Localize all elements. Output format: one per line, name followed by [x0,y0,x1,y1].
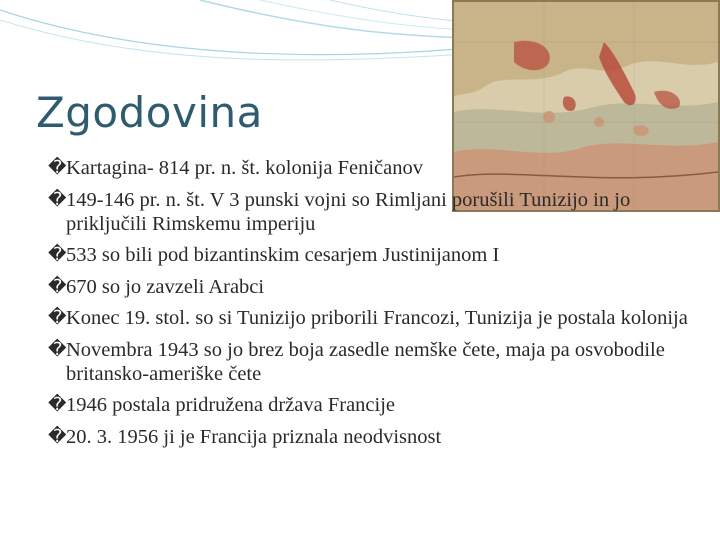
bullet-marker-icon: � [48,307,67,328]
bullet-item [48,243,688,267]
bullet-marker-icon: � [48,338,67,360]
bullet-item [48,188,688,236]
bullet-text: 1946 postala pridružena država Francije [66,394,396,416]
bullet-text: Kartagina- 814 pr. n. št. kolonija Feničanov [66,157,423,179]
bullet-marker-icon: � [48,244,67,265]
bullet-text: 533 so bili pod bizantinskim cesarjem Justinijanom I [66,244,500,266]
slide-title: Zgodovina [36,88,263,137]
bullet-item [48,338,688,386]
bullet-item [48,306,688,330]
bullet-marker-icon: � [48,188,67,210]
bullet-text: 20. 3. 1956 ji je Francija priznala neodvisnost [66,425,442,448]
bullet-item [48,156,688,180]
bullet-text: Konec 19. stol. so si Tunizijo priborili Francozi, Tunizija je postala kolonija [66,307,688,329]
bullet-text: 670 so jo zavzeli Arabci [66,275,265,298]
bullet-marker-icon: � [48,157,67,178]
bullet-text: 149-146 pr. n. št. V 3 punski vojni so Rimljani porušili Tunizijo in jo priključili Rimskemu imperiju [66,188,631,235]
bullet-list [48,156,688,456]
bullet-marker-icon: � [48,275,67,297]
bullet-item [48,425,688,449]
bullet-item [48,393,688,417]
bullet-text: Novembra 1943 so jo brez boja zasedle nemške čete, maja pa osvobodile britansko-ameriške čete [66,338,665,385]
bullet-item [48,275,688,299]
bullet-marker-icon: � [48,425,67,447]
bullet-marker-icon: � [48,394,67,415]
